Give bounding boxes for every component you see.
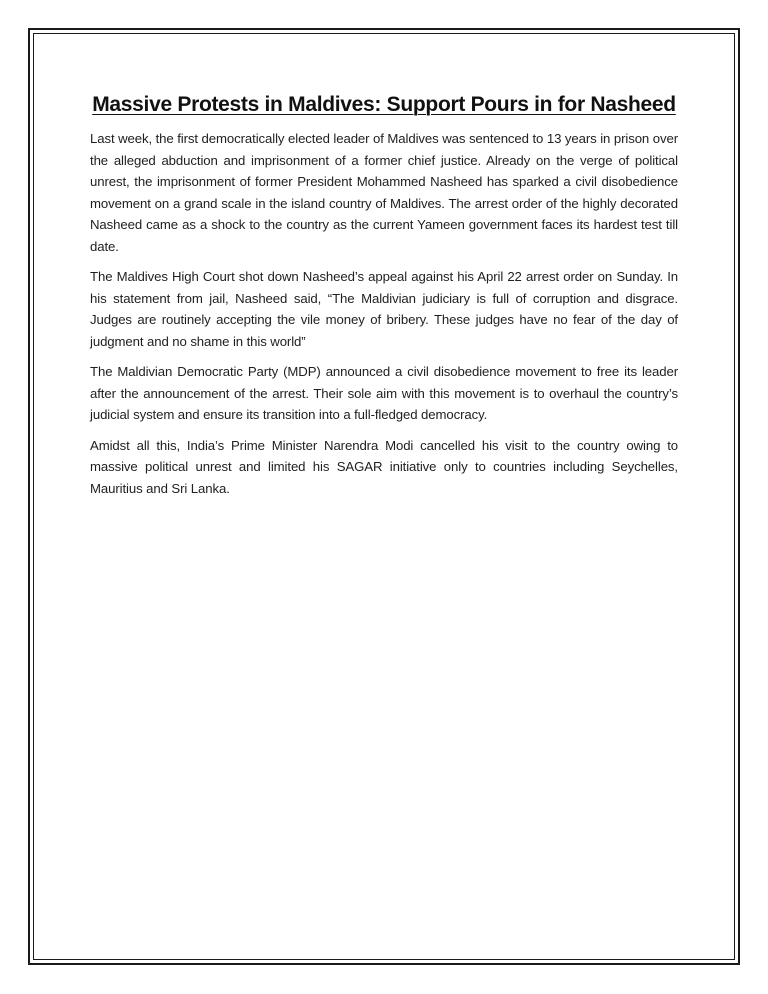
paragraph-2: The Maldives High Court shot down Nasheed’s appeal against his April 22 arrest order on Sunday. In his statement from jail, Nasheed said, “The Maldivian judiciary is full of corruption and disgrace. Judges are routinely accepting the vile money of bribery. These judges have no fear of the day of judgment and no shame in this world” xyxy=(90,269,678,349)
paragraph-3: The Maldivian Democratic Party (MDP) announced a civil disobedience movement to free its leader after the announcement of the arrest. Their sole aim with this movement is to overhaul the country’s judicial system and ensure its transition into a full-fledged democracy. xyxy=(90,364,678,422)
article-body xyxy=(90,90,678,508)
article-title: Massive Protests in Maldives: Support Pours in for Nasheed xyxy=(92,93,676,116)
paragraph-4: Amidst all this, India’s Prime Minister Narendra Modi cancelled his visit to the country owing to massive political unrest and limited his SAGAR initiative only to countries including Seychelles, Mauritius and Sri Lanka. xyxy=(90,437,678,496)
paragraph-1: Last week, the first democratically elected leader of Maldives was sentenced to 13 years in prison over the alleged abduction and imprisonment of a former chief justice. Already on the verge of political unrest, the imprisonment of former President Mohammed Nasheed has sparked a civil disobedience movement on a grand scale in the island country of Maldives. The arrest order of the highly decorated Nasheed came as a shock to the country as the current Yameen government faces its hardest test till date. xyxy=(90,131,678,254)
